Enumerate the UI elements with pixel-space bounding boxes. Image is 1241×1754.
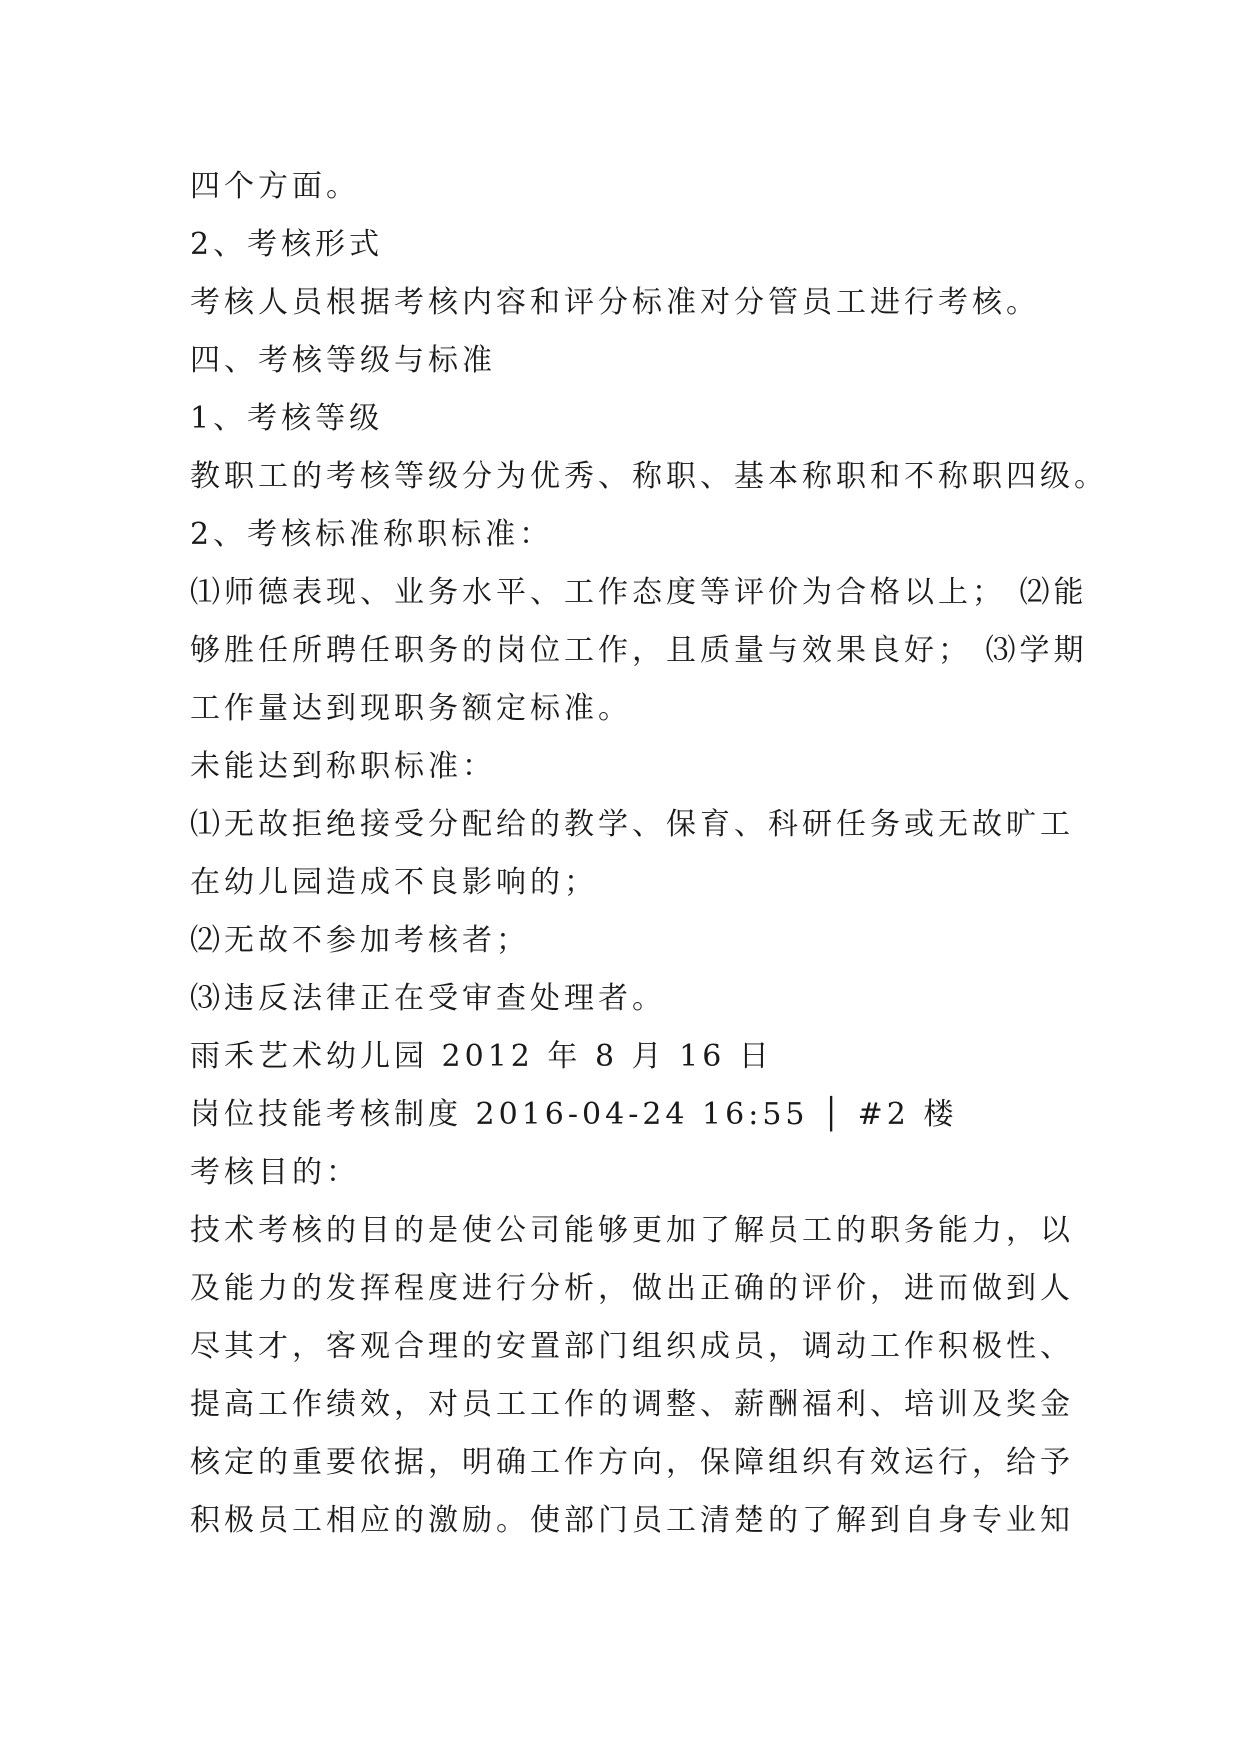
- text-line: 提高工作绩效，对员工工作的调整、薪酬福利、培训及奖金: [190, 1387, 1074, 1422]
- section-heading: 2、考核标准称职标准：: [190, 517, 554, 552]
- section-heading: 四、考核等级与标准: [190, 343, 496, 378]
- document-body: [190, 158, 1108, 1550]
- text-line: ⑴师德表现、业务水平、工作态度等评价为合格以上； ⑵能: [190, 575, 1088, 610]
- text-line: 积极员工相应的激励。使部门员工清楚的了解到自身专业知: [190, 1503, 1074, 1538]
- text-line: 未能达到称职标准：: [190, 749, 496, 784]
- text-line: 及能力的发挥程度进行分析，做出正确的评价，进而做到人: [190, 1271, 1074, 1306]
- text-line: 核定的重要依据，明确工作方向，保障组织有效运行，给予: [190, 1445, 1074, 1480]
- text-line: 考核人员根据考核内容和评分标准对分管员工进行考核。: [190, 285, 1040, 320]
- signature-date-line: 雨禾艺术幼儿园 2012 年 8 月 16 日: [190, 1039, 773, 1074]
- post-header-line: 岗位技能考核制度 2016-04-24 16:55 │ #2 楼: [190, 1097, 958, 1132]
- section-heading: 1、考核等级: [190, 401, 384, 436]
- section-heading: 2、考核形式: [190, 227, 384, 262]
- text-line: 够胜任所聘任职务的岗位工作，且质量与效果良好； ⑶学期: [190, 633, 1088, 668]
- text-line: 教职工的考核等级分为优秀、称职、基本称职和不称职四级。: [190, 459, 1108, 494]
- text-line: 技术考核的目的是使公司能够更加了解员工的职务能力，以: [190, 1213, 1074, 1248]
- text-line: ⑴无故拒绝接受分配给的教学、保育、科研任务或无故旷工: [190, 807, 1074, 842]
- text-line: 在幼儿园造成不良影响的；: [190, 865, 598, 900]
- section-heading: 考核目的：: [190, 1155, 360, 1190]
- text-line: ⑶违反法律正在受审查处理者。: [190, 981, 666, 1016]
- text-line: 工作量达到现职务额定标准。: [190, 691, 632, 726]
- text-line: 四个方面。: [190, 169, 360, 204]
- text-line: ⑵无故不参加考核者；: [190, 923, 530, 958]
- text-line: 尽其才，客观合理的安置部门组织成员，调动工作积极性、: [190, 1329, 1074, 1364]
